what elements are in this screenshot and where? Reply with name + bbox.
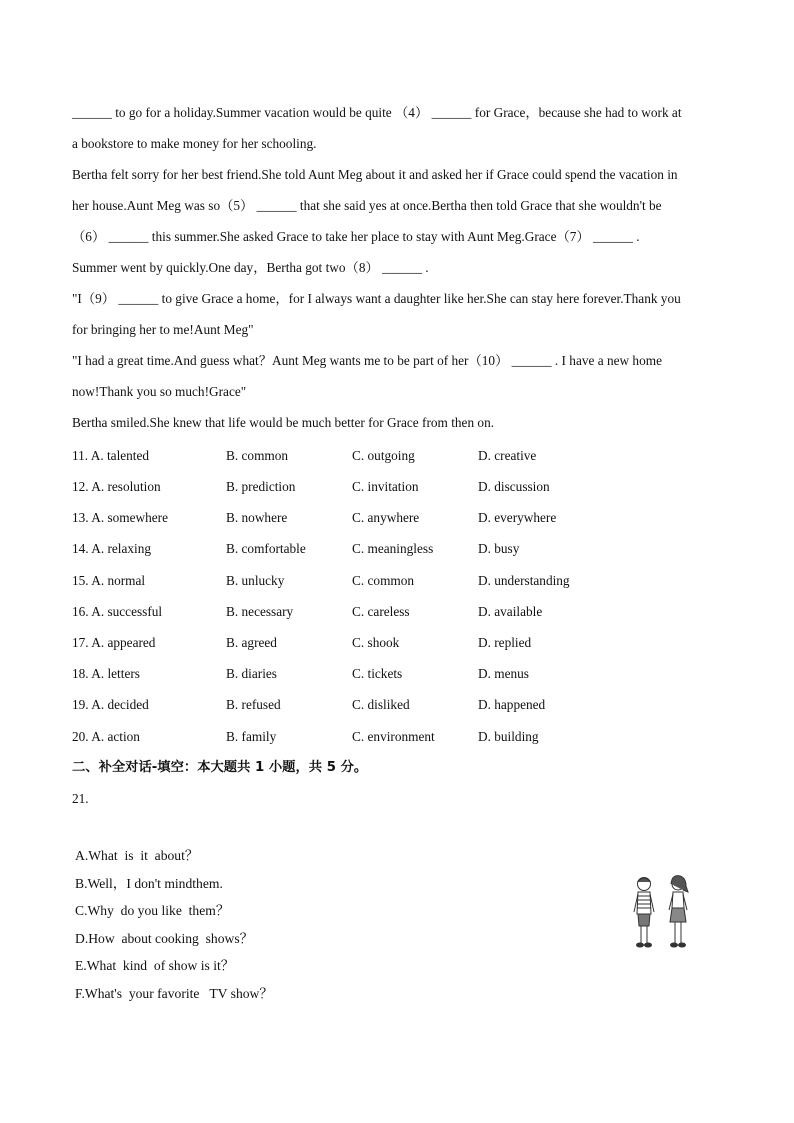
question-row bbox=[72, 596, 672, 627]
option-a: 20. A. action bbox=[72, 729, 140, 744]
passage-line: Summer went by quickly.One day，Bertha got two（8） ______ . bbox=[72, 260, 429, 275]
option-a: 17. A. appeared bbox=[72, 635, 156, 650]
passage bbox=[72, 97, 732, 438]
question-row bbox=[72, 658, 672, 689]
option-d: D. everywhere bbox=[478, 510, 557, 525]
option-d: D. available bbox=[478, 604, 543, 619]
passage-line: （6） ______ this summer.She asked Grace to take her place to stay with Aunt Meg.Grace（7） ______ . bbox=[72, 229, 640, 244]
option-a: 14. A. relaxing bbox=[72, 541, 152, 556]
option-c: C. invitation bbox=[352, 479, 419, 494]
passage-line: now!Thank you so much!Grace" bbox=[72, 384, 247, 399]
question-row bbox=[72, 627, 672, 658]
option-a: 13. A. somewhere bbox=[72, 510, 169, 525]
passage-line: for bringing her to me!Aunt Meg" bbox=[72, 322, 254, 337]
passage-line: "I had a great time.And guess what？Aunt Meg wants me to be part of her（10） ______ . I have a new home bbox=[72, 353, 662, 368]
dialog-option: D.How about cooking shows？ bbox=[75, 931, 254, 946]
dialog-option: E.What kind of show is it？ bbox=[75, 958, 235, 973]
question-row bbox=[72, 502, 672, 533]
option-d: D. creative bbox=[478, 448, 537, 463]
option-c: C. outgoing bbox=[352, 448, 415, 463]
question-number: 21. bbox=[72, 791, 89, 806]
dialog-option: B.Well，I don't mindthem. bbox=[75, 876, 223, 891]
question-row bbox=[72, 721, 672, 752]
dialog-option: A.What is it about？ bbox=[75, 848, 199, 863]
option-a: 18. A. letters bbox=[72, 666, 140, 681]
option-b: B. unlucky bbox=[226, 573, 285, 588]
option-d: D. busy bbox=[478, 541, 520, 556]
option-a: 11. A. talented bbox=[72, 448, 150, 463]
option-c: C. careless bbox=[352, 604, 410, 619]
passage-line: ______ to go for a holiday.Summer vacation would be quite （4） ______ for Grace，because she had to work at bbox=[72, 105, 682, 120]
option-c: C. meaningless bbox=[352, 541, 434, 556]
boy-figure bbox=[634, 878, 654, 948]
option-c: C. common bbox=[352, 573, 415, 588]
passage-line: "I（9） ______ to give Grace a home，for I always want a daughter like her.She can stay here forever.Thank you bbox=[72, 291, 681, 306]
option-b: B. necessary bbox=[226, 604, 294, 619]
dialog-option: C.Why do you like them？ bbox=[75, 903, 230, 918]
option-d: D. understanding bbox=[478, 573, 570, 588]
option-d: D. discussion bbox=[478, 479, 550, 494]
option-a: 16. A. successful bbox=[72, 604, 163, 619]
question-row bbox=[72, 689, 672, 720]
option-b: B. comfortable bbox=[226, 541, 306, 556]
option-d: D. happened bbox=[478, 697, 546, 712]
option-c: C. shook bbox=[352, 635, 400, 650]
option-b: B. agreed bbox=[226, 635, 277, 650]
option-a: 19. A. decided bbox=[72, 697, 149, 712]
two-kids-illustration bbox=[626, 870, 696, 950]
option-d: D. menus bbox=[478, 666, 529, 681]
section-heading: 二、补全对话-填空：本大题共 1 小题，共 5 分。 bbox=[72, 760, 368, 775]
option-c: C. tickets bbox=[352, 666, 403, 681]
option-b: B. refused bbox=[226, 697, 281, 712]
question-row bbox=[72, 440, 672, 471]
option-b: B. prediction bbox=[226, 479, 296, 494]
option-a: 15. A. normal bbox=[72, 573, 146, 588]
option-b: B. nowhere bbox=[226, 510, 288, 525]
option-d: D. replied bbox=[478, 635, 532, 650]
passage-line: Bertha felt sorry for her best friend.She told Aunt Meg about it and asked her if Grace could spend the vacation in bbox=[72, 167, 678, 182]
option-c: C. anywhere bbox=[352, 510, 420, 525]
passage-line: Bertha smiled.She knew that life would be much better for Grace from then on. bbox=[72, 415, 495, 430]
option-b: B. diaries bbox=[226, 666, 277, 681]
option-d: D. building bbox=[478, 729, 539, 744]
dialog-option: F.What's your favorite TV show？ bbox=[75, 986, 273, 1001]
option-a: 12. A. resolution bbox=[72, 479, 161, 494]
option-b: B. common bbox=[226, 448, 289, 463]
question-row bbox=[72, 565, 672, 596]
question-row bbox=[72, 533, 672, 564]
girl-figure bbox=[669, 876, 688, 947]
option-b: B. family bbox=[226, 729, 277, 744]
option-c: C. disliked bbox=[352, 697, 410, 712]
passage-line: a bookstore to make money for her schooling. bbox=[72, 136, 317, 151]
option-c: C. environment bbox=[352, 729, 435, 744]
question-row bbox=[72, 471, 672, 502]
passage-line: her house.Aunt Meg was so（5） ______ that she said yes at once.Bertha then told Grace that she wouldn't be bbox=[72, 198, 662, 213]
